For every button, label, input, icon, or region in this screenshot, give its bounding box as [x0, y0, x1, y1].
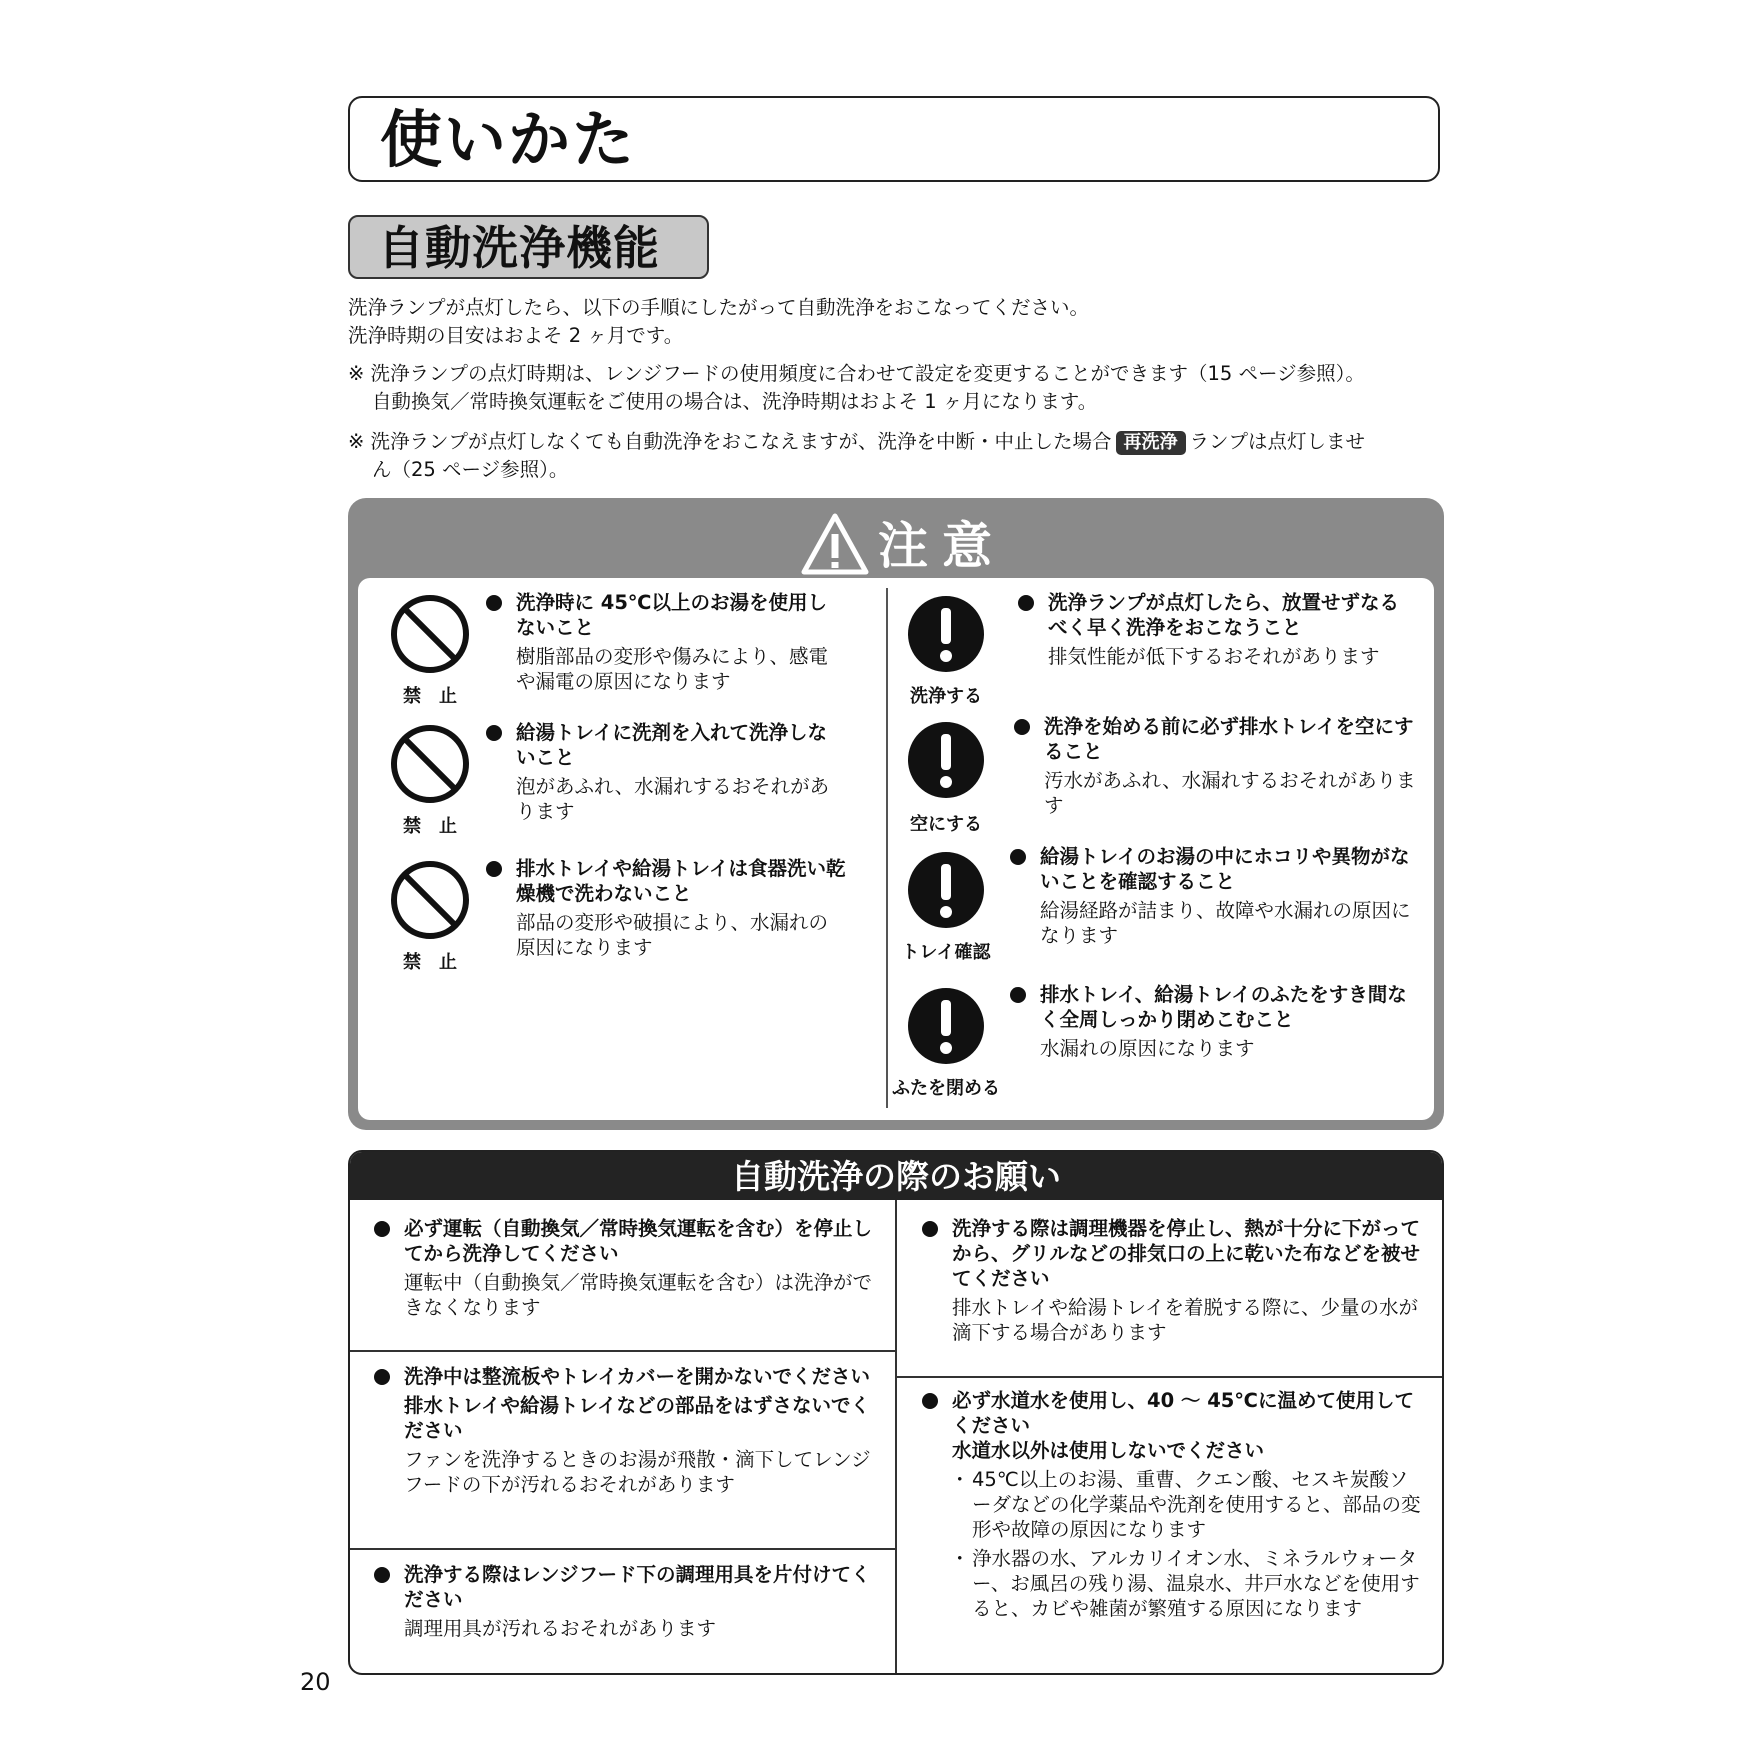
page-number: 20: [300, 1668, 331, 1696]
caution-item: [486, 590, 846, 694]
icon-label: 禁 止: [403, 952, 457, 973]
caution-item-head: 排水トレイ、給湯トレイのふたをすき間なく全周しっかり閉めこむこと: [1010, 982, 1420, 1032]
row-divider: [350, 1548, 896, 1550]
request-column-divider: [895, 1200, 897, 1675]
warning-triangle-icon: [800, 512, 870, 576]
row-divider: [896, 1376, 1444, 1378]
request-item-head: 必ず運転（自動換気／常時換気運転を含む）を停止してから洗浄してください: [374, 1216, 874, 1266]
exclamation-icon: [906, 850, 986, 930]
icon-label: 禁 止: [403, 816, 457, 837]
request-item: [374, 1216, 874, 1320]
caution-item-body: 水漏れの原因になります: [1040, 1037, 1255, 1060]
request-item-head: 洗浄する際はレンジフード下の調理用具を片付けてください: [374, 1562, 874, 1612]
caution-body: [358, 578, 1434, 1120]
request-item: [374, 1364, 874, 1497]
request-item-body: 運転中（自動換気／常時換気運転を含む）は洗浄ができなくなります: [404, 1271, 873, 1319]
caution-item: [486, 856, 846, 960]
request-bullet: ・ 浄水器の水、アルカリイオン水、ミネラルウォーター、お風呂の残り湯、温泉水、井戸水などを使用すると、カビや雑菌が繁殖する原因になります: [922, 1546, 1422, 1621]
request-item-head-2: 水道水以外は使用しないでください: [952, 1439, 1265, 1462]
row-divider: [350, 1350, 896, 1352]
request-header: [350, 1152, 1442, 1200]
icon-label: ふたを閉める: [892, 1078, 1000, 1099]
prohibition-icon: [390, 860, 470, 940]
icon-label: 洗浄する: [910, 686, 982, 707]
note-2-text-b: ランプは点灯しませ: [1189, 430, 1366, 453]
intro-line-1: 洗浄ランプが点灯したら、以下の手順にしたがって自動洗浄をおこなってください。: [348, 296, 1090, 319]
rewash-lamp-badge: 再洗浄: [1116, 431, 1186, 455]
note-1-line-1: ※ 洗浄ランプの点灯時期は、レンジフードの使用頻度に合わせて設定を変更することができます（15 ページ参照）。: [348, 362, 1365, 385]
caution-item-body: 給湯経路が詰まり、故障や水漏れの原因になります: [1040, 899, 1411, 947]
request-item-head: 洗浄する際は調理機器を停止し、熱が十分に下がってから、グリルなどの排気口の上に乾いた布などを被せてください: [922, 1216, 1422, 1291]
intro-line-2: 洗浄時期の目安はおよそ 2 ヶ月です。: [348, 324, 684, 347]
caution-title: 注意: [878, 517, 1006, 575]
caution-item: [1010, 844, 1420, 948]
caution-item-body: 排気性能が低下するおそれがあります: [1048, 645, 1380, 668]
exclamation-icon: [906, 720, 986, 800]
caution-item-head: 洗浄時に 45℃以上のお湯を使用しないこと: [486, 590, 846, 640]
prohibition-icon: [390, 594, 470, 674]
request-item-body: ファンを洗浄するときのお湯が飛散・滴下してレンジフードの下が汚れるおそれがあります: [404, 1448, 871, 1496]
caution-item: [486, 720, 846, 824]
section-header: [348, 215, 709, 279]
request-item-head: 必ず水道水を使用し、40 ～ 45℃に温めて使用してください: [922, 1388, 1422, 1438]
caution-item-body: 汚水があふれ、水漏れするおそれがあります: [1044, 769, 1416, 817]
icon-label: 空にする: [910, 814, 982, 835]
caution-item: [1018, 590, 1418, 669]
page-title-box: [348, 96, 1440, 182]
caution-item-head: 給湯トレイのお湯の中にホコリや異物がないことを確認すること: [1010, 844, 1420, 894]
request-item: [922, 1216, 1422, 1345]
caution-item: [1010, 982, 1420, 1061]
caution-item-body: 泡があふれ、水漏れするおそれがあります: [516, 775, 830, 823]
caution-item-head: 給湯トレイに洗剤を入れて洗浄しないこと: [486, 720, 846, 770]
caution-item-body: 樹脂部品の変形や傷みにより、感電や漏電の原因になります: [516, 645, 829, 693]
exclamation-icon: [906, 594, 986, 674]
note-1-line-2: 自動換気／常時換気運転をご使用の場合は、洗浄時期はおよそ 1 ヶ月になります。: [372, 390, 1098, 413]
caution-column-divider: [886, 588, 888, 1108]
request-item: [374, 1562, 874, 1641]
page-title: 使いかた: [380, 103, 637, 176]
exclamation-icon: [906, 986, 986, 1066]
caution-item-head: 洗浄ランプが点灯したら、放置せずなるべく早く洗浄をおこなうこと: [1018, 590, 1418, 640]
request-item-head: 洗浄中は整流板やトレイカバーを開かないでください: [374, 1364, 874, 1389]
icon-label: 禁 止: [403, 686, 457, 707]
icon-label: トレイ確認: [901, 942, 991, 963]
note-2-line-1: [348, 428, 1365, 456]
request-item-body: 排水トレイや給湯トレイを着脱する際に、少量の水が滴下する場合があります: [952, 1296, 1419, 1344]
request-title: 自動洗浄の際のお願い: [731, 1157, 1061, 1196]
caution-item-body: 部品の変形や破損により、水漏れの原因になります: [516, 911, 829, 959]
caution-item-head: 排水トレイや給湯トレイは食器洗い乾燥機で洗わないこと: [486, 856, 846, 906]
caution-header: [348, 508, 1444, 578]
note-2-line-2: ん（25 ページ参照）。: [372, 458, 569, 481]
request-panel: [348, 1150, 1444, 1675]
caution-panel: [348, 498, 1444, 1130]
caution-item: [1014, 714, 1418, 818]
section-title: 自動洗浄機能: [378, 221, 660, 275]
prohibition-icon: [390, 724, 470, 804]
caution-item-head: 洗浄を始める前に必ず排水トレイを空にすること: [1014, 714, 1418, 764]
request-item: [922, 1388, 1422, 1621]
note-2-text-a: ※ 洗浄ランプが点灯しなくても自動洗浄をおこなえますが、洗浄を中断・中止した場合: [348, 430, 1112, 453]
request-item-head-2: 排水トレイや給湯トレイなどの部品をはずさないでください: [404, 1394, 871, 1442]
request-item-body: 調理用具が汚れるおそれがあります: [404, 1617, 717, 1640]
request-bullet: ・ 45℃以上のお湯、重曹、クエン酸、セスキ炭酸ソーダなどの化学薬品や洗剤を使用すると、部品の変形や故障の原因になります: [922, 1467, 1422, 1542]
